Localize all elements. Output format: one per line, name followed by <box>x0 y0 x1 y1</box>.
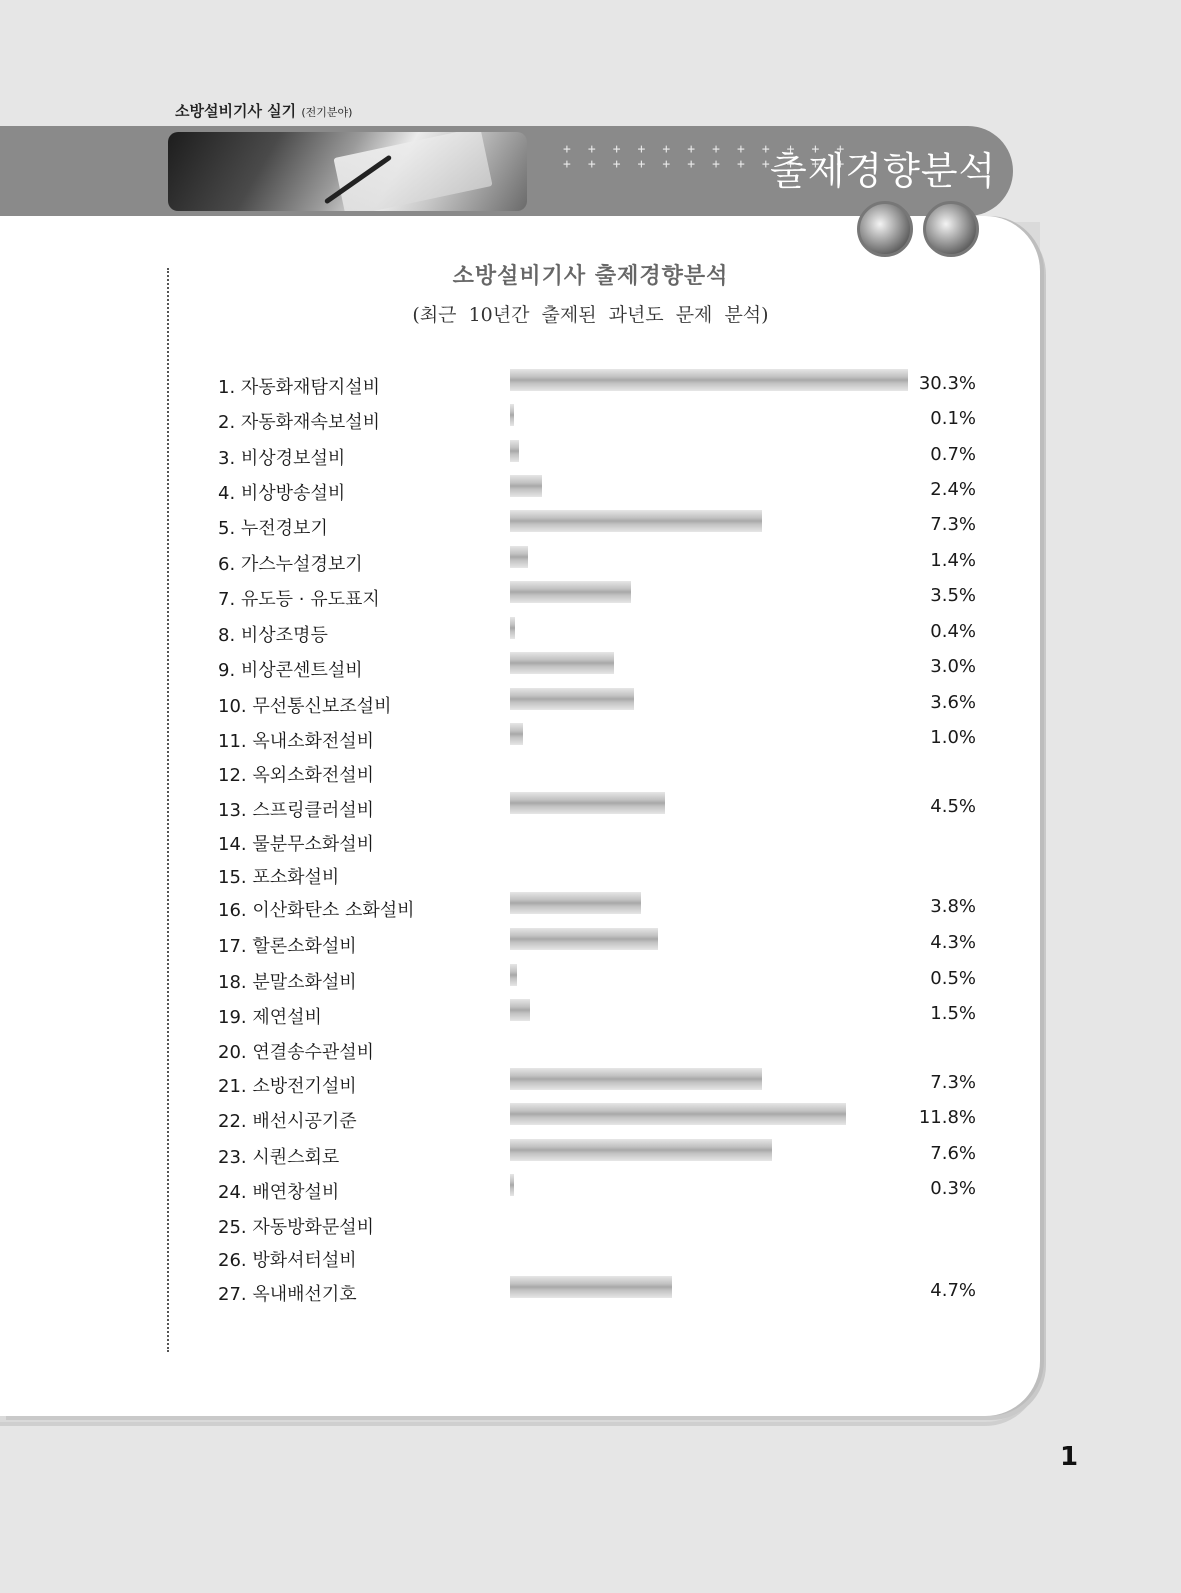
chart-row <box>0 1030 1181 1064</box>
percent-label: 4.7% <box>930 1280 976 1301</box>
row-label: 23. 시퀀스회로 <box>218 1147 340 1168</box>
bar <box>510 1276 672 1298</box>
bar <box>510 892 641 914</box>
bar <box>510 723 523 745</box>
percent-label: 30.3% <box>918 373 976 394</box>
chart-row <box>0 719 1181 753</box>
percent-label: 1.4% <box>930 550 976 571</box>
bar <box>510 546 528 568</box>
row-label: 24. 배연창설비 <box>218 1182 340 1203</box>
row-label: 1. 자동화재탐지설비 <box>218 377 380 398</box>
percent-label: 1.0% <box>930 727 976 748</box>
percent-label: 3.0% <box>930 656 976 677</box>
bar <box>510 1174 514 1196</box>
row-label: 6. 가스누설경보기 <box>218 554 363 575</box>
row-label: 12. 옥외소화전설비 <box>218 765 375 786</box>
chart-row <box>0 1272 1181 1306</box>
row-label: 5. 누전경보기 <box>218 518 328 539</box>
chart-row <box>0 542 1181 576</box>
chart-row <box>0 684 1181 718</box>
percent-label: 0.4% <box>930 621 976 642</box>
book-header <box>175 100 352 121</box>
bar <box>510 792 665 814</box>
bar <box>510 1103 846 1125</box>
chart-row <box>0 613 1181 647</box>
row-label: 17. 할론소화설비 <box>218 936 357 957</box>
chart-row <box>0 855 1181 889</box>
percent-label: 0.7% <box>930 444 976 465</box>
row-label: 7. 유도등 · 유도표지 <box>218 589 380 610</box>
row-label: 27. 옥내배선기호 <box>218 1284 357 1305</box>
chart-row <box>0 436 1181 470</box>
cross-row: + + + + + + + + + + + + <box>563 157 849 172</box>
row-label: 18. 분말소화설비 <box>218 972 357 993</box>
percent-label: 7.3% <box>930 514 976 535</box>
chart-row <box>0 1135 1181 1169</box>
percent-label: 1.5% <box>930 1003 976 1024</box>
bar <box>510 581 631 603</box>
bar <box>510 475 542 497</box>
row-label: 26. 방화셔터설비 <box>218 1250 357 1271</box>
cross-row: + + + + + + + + + + + + <box>563 142 849 157</box>
chart-row <box>0 577 1181 611</box>
chart-row <box>0 648 1181 682</box>
percent-label: 7.6% <box>930 1143 976 1164</box>
row-label: 3. 비상경보설비 <box>218 448 346 469</box>
row-label: 15. 포소화설비 <box>218 867 340 888</box>
chart-row <box>0 960 1181 994</box>
percent-label: 0.3% <box>930 1178 976 1199</box>
chart-row <box>0 1205 1181 1239</box>
chart-row <box>0 1170 1181 1204</box>
chart-row <box>0 788 1181 822</box>
banner-decoration <box>563 142 849 172</box>
bar <box>510 999 530 1021</box>
percent-label: 3.8% <box>930 896 976 917</box>
book-subtitle: (전기분야) <box>301 106 353 119</box>
chart-row <box>0 365 1181 399</box>
photo-paper <box>333 132 492 211</box>
banner-photo <box>168 132 527 211</box>
chart-row <box>0 995 1181 1029</box>
row-label: 14. 물분무소화설비 <box>218 834 375 855</box>
chart-row <box>0 1099 1181 1133</box>
chart-row <box>0 753 1181 787</box>
row-label: 2. 자동화재속보설비 <box>218 412 380 433</box>
chart-row <box>0 1238 1181 1272</box>
chart-row <box>0 924 1181 958</box>
bar <box>510 440 519 462</box>
bar <box>510 964 517 986</box>
percent-label: 3.6% <box>930 692 976 713</box>
percent-label: 4.5% <box>930 796 976 817</box>
firefighter-photo-icon <box>923 201 979 257</box>
chart-row <box>0 400 1181 434</box>
book-title: 소방설비기사 실기 <box>175 102 297 120</box>
chart-row <box>0 1064 1181 1098</box>
bar <box>510 928 658 950</box>
bar <box>510 688 634 710</box>
percent-label: 4.3% <box>930 932 976 953</box>
section-title: 출제경향분석 <box>770 149 997 193</box>
row-label: 25. 자동방화문설비 <box>218 1217 375 1238</box>
percent-label: 0.1% <box>930 408 976 429</box>
chart-row <box>0 471 1181 505</box>
bar <box>510 617 515 639</box>
bar <box>510 652 614 674</box>
row-label: 21. 소방전기설비 <box>218 1076 357 1097</box>
percent-label: 3.5% <box>930 585 976 606</box>
chart-row <box>0 888 1181 922</box>
row-label: 4. 비상방송설비 <box>218 483 346 504</box>
fire-equipment-photo-icon <box>857 201 913 257</box>
chart-row <box>0 506 1181 540</box>
bar <box>510 404 514 426</box>
percent-label: 2.4% <box>930 479 976 500</box>
row-label: 20. 연결송수관설비 <box>218 1042 375 1063</box>
chart-row <box>0 822 1181 856</box>
row-label: 13. 스프링클러설비 <box>218 800 375 821</box>
percent-label: 0.5% <box>930 968 976 989</box>
row-label: 9. 비상콘센트설비 <box>218 660 363 681</box>
row-label: 22. 배선시공기준 <box>218 1111 357 1132</box>
bar <box>510 1139 772 1161</box>
row-label: 10. 무선통신보조설비 <box>218 696 392 717</box>
row-label: 19. 제연설비 <box>218 1007 322 1028</box>
percent-label: 7.3% <box>930 1072 976 1093</box>
bar <box>510 1068 762 1090</box>
row-label: 11. 옥내소화전설비 <box>218 731 375 752</box>
document-subtitle: (최근 10년간 출제된 과년도 문제 분석) <box>412 304 769 326</box>
row-label: 16. 이산화탄소 소화설비 <box>218 900 415 921</box>
percent-label: 11.8% <box>918 1107 976 1128</box>
document-title: 소방설비기사 출제경향분석 <box>452 264 729 289</box>
bar <box>510 510 762 532</box>
bar <box>510 369 908 391</box>
row-label: 8. 비상조명등 <box>218 625 328 646</box>
page-number: 1 <box>1060 1442 1079 1472</box>
